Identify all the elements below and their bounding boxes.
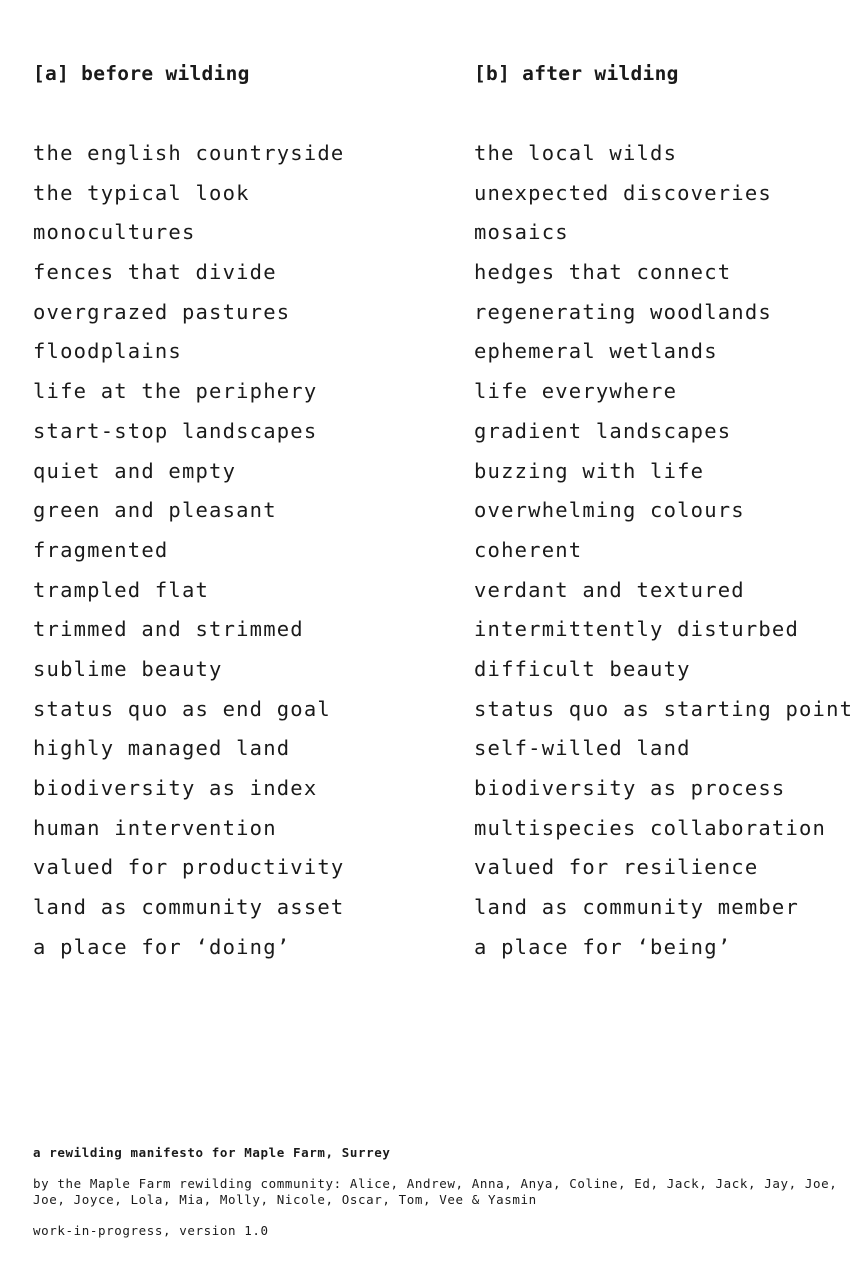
version-note: work-in-progress, version 1.0 xyxy=(33,1223,269,1238)
before-wilding-item: biodiversity as index xyxy=(33,776,318,800)
before-wilding-item: valued for productivity xyxy=(33,855,345,880)
before-wilding-heading: [a] before wilding xyxy=(33,62,250,85)
before-wilding-item: sublime beauty xyxy=(33,656,223,681)
after-wilding-item: status quo as starting point xyxy=(474,696,854,721)
after-wilding-item: gradient landscapes xyxy=(474,418,732,443)
after-wilding-list xyxy=(474,134,853,967)
before-wilding-item: life at the periphery xyxy=(33,379,318,404)
after-wilding-item: buzzing with life xyxy=(474,458,705,483)
before-wilding-item: green and pleasant xyxy=(33,498,277,523)
manifesto-title: a rewilding manifesto for Maple Farm, Surrey xyxy=(33,1145,391,1160)
before-wilding-item: monocultures xyxy=(33,220,196,245)
before-wilding-item: start-stop landscapes xyxy=(33,418,318,443)
after-wilding-item: biodiversity as process xyxy=(474,776,786,800)
before-wilding-item: fences that divide xyxy=(33,260,277,285)
before-wilding-item: quiet and empty xyxy=(33,458,237,483)
before-wilding-item: a place for ‘doing’ xyxy=(33,934,291,959)
before-wilding-item: trimmed and strimmed xyxy=(33,617,304,642)
after-wilding-item: hedges that connect xyxy=(474,260,732,285)
community-credits: by the Maple Farm rewilding community: Alice, Andrew, Anna, Anya, Coline, Ed, Jack, Jack, Jay, Joe, Joe, Joyce, Lola, Mia, Molly, Nicole, Oscar, Tom, Vee & Yasmin xyxy=(33,1176,838,1207)
after-wilding-item: a place for ‘being’ xyxy=(474,934,732,959)
after-wilding-item: multispecies collaboration xyxy=(474,815,827,840)
after-wilding-item: regenerating woodlands xyxy=(474,299,772,324)
before-wilding-item: the typical look xyxy=(33,180,250,205)
before-wilding-item: fragmented xyxy=(33,537,169,562)
before-wilding-item: floodplains xyxy=(33,339,182,364)
after-wilding-item: unexpected discoveries xyxy=(474,180,772,205)
after-wilding-heading: [b] after wilding xyxy=(474,62,679,85)
before-wilding-list xyxy=(33,134,344,967)
after-wilding-item: land as community member xyxy=(474,895,800,920)
after-wilding-item: valued for resilience xyxy=(474,855,759,880)
before-wilding-item: the english countryside xyxy=(33,141,345,165)
after-wilding-item: difficult beauty xyxy=(474,656,691,681)
before-wilding-item: land as community asset xyxy=(33,895,345,920)
after-wilding-column xyxy=(474,60,853,967)
before-wilding-item: overgrazed pastures xyxy=(33,299,291,324)
after-wilding-item: life everywhere xyxy=(474,379,678,404)
before-wilding-item: human intervention xyxy=(33,815,277,840)
after-wilding-item: mosaics xyxy=(474,220,569,245)
after-wilding-item: overwhelming colours xyxy=(474,498,745,523)
after-wilding-item: intermittently disturbed xyxy=(474,617,800,642)
before-wilding-item: highly managed land xyxy=(33,736,291,761)
after-wilding-item: the local wilds xyxy=(474,141,678,165)
manifesto-footer xyxy=(33,1144,848,1240)
before-wilding-item: trampled flat xyxy=(33,577,210,602)
before-wilding-item: status quo as end goal xyxy=(33,696,331,721)
after-wilding-item: coherent xyxy=(474,537,583,562)
after-wilding-item: ephemeral wetlands xyxy=(474,339,718,364)
after-wilding-item: self-willed land xyxy=(474,736,691,761)
after-wilding-item: verdant and textured xyxy=(474,577,745,602)
before-wilding-column xyxy=(33,60,344,967)
